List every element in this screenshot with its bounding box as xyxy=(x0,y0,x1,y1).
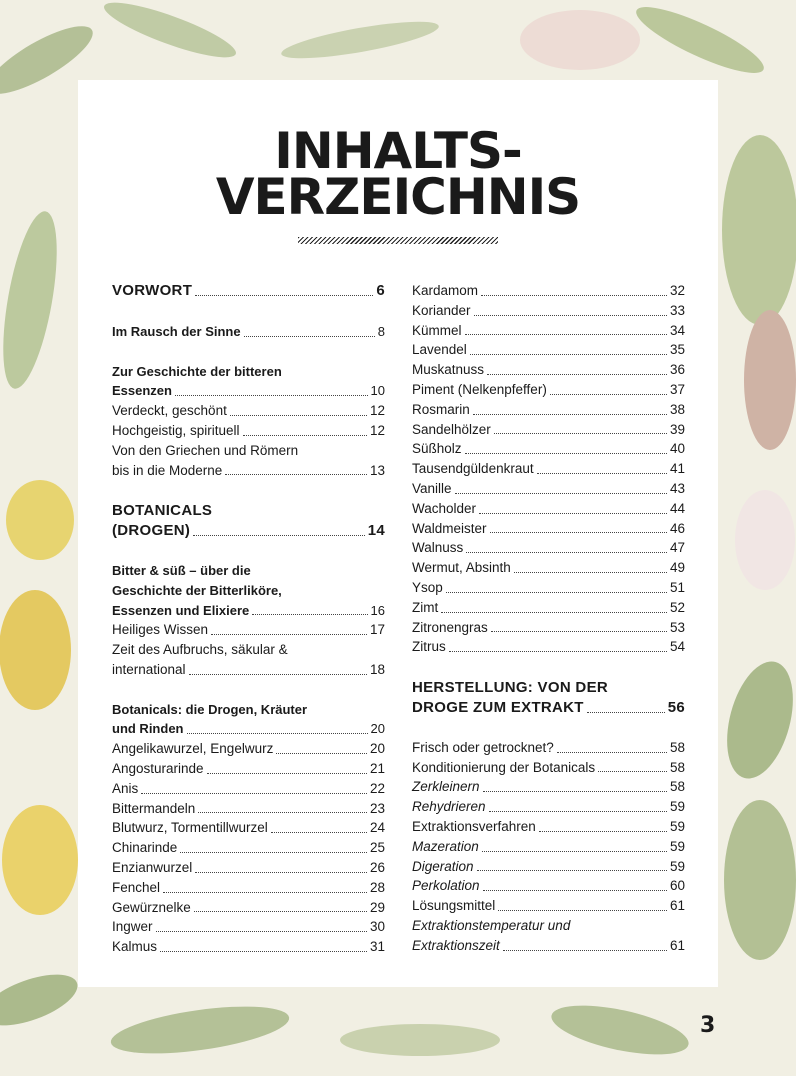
toc-entry[interactable]: VORWORT 6 xyxy=(112,282,385,299)
toc-entry[interactable]: Extraktionsverfahren 59 xyxy=(412,818,685,834)
toc-entry[interactable]: Waldmeister 46 xyxy=(412,520,685,536)
toc-entry[interactable]: Koriander 33 xyxy=(412,302,685,318)
toc-entry[interactable]: Hochgeistig, spirituell 12 xyxy=(112,422,385,438)
toc-entry[interactable]: Ysop 51 xyxy=(412,579,685,595)
toc-entry[interactable]: Blutwurz, Tormentillwurzel 24 xyxy=(112,820,385,836)
toc-entry[interactable]: Rosmarin 38 xyxy=(412,401,685,417)
toc-entry[interactable]: Piment (Nelkenpfeffer) 37 xyxy=(412,381,685,397)
toc-column-right xyxy=(412,281,685,956)
toc-entry[interactable]: und Rinden 20 xyxy=(112,721,385,737)
toc-entry-line: Bitter & süß – über die xyxy=(112,562,251,578)
toc-entry-line: Zeit des Aufbruchs, säkular & xyxy=(112,642,288,658)
toc-entry[interactable]: Perkolation 60 xyxy=(412,878,685,894)
toc-entry[interactable]: Kalmus 31 xyxy=(112,939,385,955)
toc-entry[interactable]: Lösungsmittel 61 xyxy=(412,898,685,914)
toc-entry[interactable]: Gewürznelke 29 xyxy=(112,899,385,915)
toc-entry[interactable]: Essenzen 10 xyxy=(112,383,385,399)
toc-entry[interactable]: Lavendel 35 xyxy=(412,342,685,358)
toc-entry[interactable]: Verdeckt, geschönt 12 xyxy=(112,403,385,419)
toc-entry[interactable]: DROGE ZUM EXTRAKT 56 xyxy=(412,698,685,716)
title-divider xyxy=(298,237,498,244)
toc-column-left xyxy=(112,281,385,957)
toc-entry[interactable]: Zitrus 54 xyxy=(412,639,685,655)
toc-entry[interactable]: Zerkleinern 58 xyxy=(412,779,685,795)
toc-entry[interactable]: Vanille 43 xyxy=(412,480,685,496)
toc-entry-line: Von den Griechen und Römern xyxy=(112,442,299,458)
toc-entry[interactable]: Süßholz 40 xyxy=(412,441,685,457)
toc-entry[interactable]: Zitronengras 53 xyxy=(412,619,685,635)
toc-entry[interactable]: Fenchel 28 xyxy=(112,879,385,895)
toc-entry[interactable]: Ingwer 30 xyxy=(112,919,385,935)
page-number: 3 xyxy=(700,1013,716,1038)
toc-entry[interactable]: Sandelhölzer 39 xyxy=(412,421,685,437)
toc-entry[interactable]: Walnuss 47 xyxy=(412,540,685,556)
toc-entry[interactable]: Konditionierung der Botanicals 58 xyxy=(412,759,685,775)
toc-entry-line: Botanicals: die Drogen, Kräuter xyxy=(112,701,308,717)
toc-entry[interactable]: Im Rausch der Sinne 8 xyxy=(112,324,385,339)
toc-entry[interactable]: Anis 22 xyxy=(112,780,385,796)
page-title-line1: INHALTS- xyxy=(274,122,522,180)
toc-entry[interactable]: Chinarinde 25 xyxy=(112,840,385,856)
toc-entry[interactable]: bis in die Moderne 13 xyxy=(112,462,385,478)
toc-entry-line: Geschichte der Bitterliköre, xyxy=(112,582,282,598)
toc-entry[interactable]: (DROGEN) 14 xyxy=(112,522,385,540)
toc-entry[interactable]: Zimt 52 xyxy=(412,599,685,615)
toc-entry[interactable]: Muskatnuss 36 xyxy=(412,362,685,378)
toc-panel xyxy=(78,80,718,987)
toc-entry[interactable]: Frisch oder getrocknet? 58 xyxy=(412,739,685,755)
toc-entry[interactable]: Mazeration 59 xyxy=(412,838,685,854)
toc-entry[interactable]: Enzianwurzel 26 xyxy=(112,859,385,875)
toc-entry[interactable]: Kümmel 34 xyxy=(412,322,685,338)
toc-entry-line: HERSTELLUNG: VON DER xyxy=(412,679,609,697)
toc-entry[interactable]: Angosturarinde 21 xyxy=(112,760,385,776)
toc-entry[interactable]: Kardamom 32 xyxy=(412,283,685,298)
toc-entry[interactable]: Bittermandeln 23 xyxy=(112,800,385,816)
page-title-line2: VERZEICHNIS xyxy=(215,168,581,226)
toc-entry[interactable]: Wermut, Absinth 49 xyxy=(412,560,685,576)
toc-entry[interactable]: Essenzen und Elixiere 16 xyxy=(112,602,385,618)
toc-entry[interactable]: Rehydrieren 59 xyxy=(412,799,685,815)
toc-entry-line: Zur Geschichte der bitteren xyxy=(112,363,282,379)
toc-entry-line: Extraktionstemperatur und xyxy=(412,917,571,933)
toc-entry[interactable]: international 18 xyxy=(112,661,385,677)
toc-entry[interactable]: Tausendgüldenkraut 41 xyxy=(412,461,685,477)
toc-entry[interactable]: Angelikawurzel, Engelwurz 20 xyxy=(112,741,385,757)
toc-entry[interactable]: Wacholder 44 xyxy=(412,500,685,516)
toc-entry[interactable]: Extraktionszeit 61 xyxy=(412,937,685,953)
toc-entry[interactable]: Heiliges Wissen 17 xyxy=(112,622,385,638)
toc-entry-line: BOTANICALS xyxy=(112,502,213,520)
toc-entry[interactable]: Digeration 59 xyxy=(412,858,685,874)
